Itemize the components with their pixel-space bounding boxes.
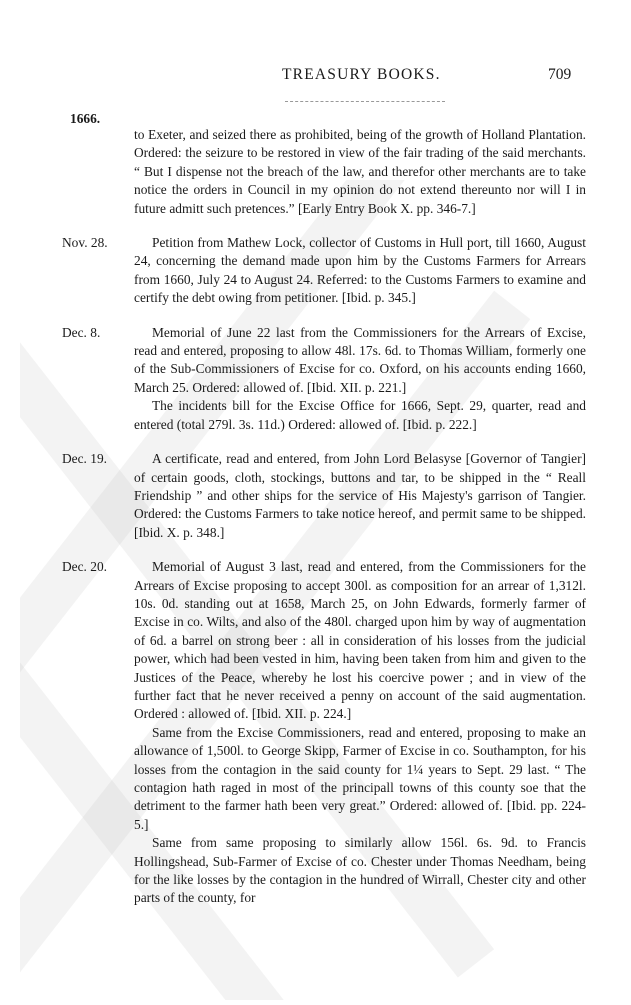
entry-dec-20 bbox=[0, 558, 586, 908]
entry-paragraph: The incidents bill for the Excise Office for 1666, Sept. 29, quarter, read and entered (total 279l. 3s. 11d.) Ordered: allowed of. [Ibid. p. 222.] bbox=[134, 398, 586, 432]
page-header bbox=[0, 66, 631, 96]
date-margin-label: Dec. 8. bbox=[62, 324, 101, 340]
entry-nov-28 bbox=[0, 234, 586, 308]
running-title: TREASURY BOOKS. bbox=[282, 66, 441, 83]
entry-paragraph: A certificate, read and entered, from John Lord Belasyse [Governor of Tangier] of certain goods, cloth, stockings, buttons and tar, to be shipped in the “ Reall Friendship ” and other ships for the service of His Majesty's garrison of Tangier. Ordered: the Customs Farmers to take notice hereof, and permit same to be shipped. [Ibid. X. p. 348.] bbox=[134, 451, 586, 540]
entry-dec-8 bbox=[0, 324, 586, 434]
entry-paragraph: Same from the Excise Commissioners, read and entered, proposing to make an allowance of 1,500l. to George Skipp, Farmer of Excise in co. Southampton, for his losses from the contagion in the said county for 1¼ years to Sept. 29 last. “ The contagion hath raged in most of the principall towns of this county soe that the detriment to the farmer hath been very great.” Ordered: allowed of. [Ibid. pp. 224-5.] bbox=[134, 724, 586, 832]
entry-paragraph: Same from same proposing to similarly allow 156l. 6s. 9d. to Francis Hollingshead, Sub-Farmer of Excise of co. Chester under Thomas Needham, being for the like losses by the contagion in the hundred of Wirrall, Chester city and other parts of the county, for bbox=[134, 835, 586, 906]
date-margin-label: Dec. 20. bbox=[62, 559, 107, 575]
entry-paragraph: Memorial of June 22 last from the Commissioners for the Arrears of Excise, read and entered, proposing to allow 48l. 17s. 6d. to Thomas William, formerly one of the Sub-Commissioners of Excise for co. Oxford, on his accounts ending 1660, March 25. Ordered: allowed of. [Ibid. XII. p. 221.] bbox=[134, 324, 586, 395]
page-body bbox=[0, 112, 631, 924]
header-rule bbox=[285, 101, 445, 102]
date-margin-label: Nov. 28. bbox=[62, 235, 108, 251]
year-margin-label: 1666. bbox=[70, 111, 101, 126]
entry-paragraph: to Exeter, and seized there as prohibited, being of the growth of Holland Plantation. Ordered: the seizure to be restored in view of the fair trading of the said merchants. “ But I dispense not the breach of the law, and therefor other merchants are to take notice the orders in Council in my opinion do not extend thereunto nor will I in future admitt such pretences.” [Early Entry Book X. pp. 346-7.] bbox=[134, 127, 586, 216]
entry-paragraph: Memorial of August 3 last, read and entered, from the Commissioners for the Arrears of Excise proposing to accept 300l. as composition for an arrear of 1,312l. 10s. 0d. standing out at 1658, March 25, on John Edwards, formerly farmer of Excise in co. Wilts, and also of the 480l. charged upon him by way of augmentation of 6d. a barrel on strong beer : all in consideration of his losses from the judicial power, which had been vested in him, having been taken from him and given to the Justices of the Peace, whereby he lost his coercive power ; and in view of the further fact that he never received a penny on account of the said augmentation. Ordered : allowed of. [Ibid. XII. p. 224.] bbox=[134, 559, 586, 722]
entry-1666 bbox=[0, 112, 586, 218]
entry-paragraph: Petition from Mathew Lock, collector of Customs in Hull port, till 1660, August 24, concerning the demand made upon him by the Customs Farmers for Arrears from 1660, July 24 to August 24. Referred: to the Customs Farmers to examine and certify the debt owing from petitioner. [Ibid. p. 345.] bbox=[134, 235, 586, 306]
page-number: 709 bbox=[548, 66, 572, 83]
entry-dec-19 bbox=[0, 450, 586, 542]
date-margin-label: Dec. 19. bbox=[62, 451, 107, 467]
